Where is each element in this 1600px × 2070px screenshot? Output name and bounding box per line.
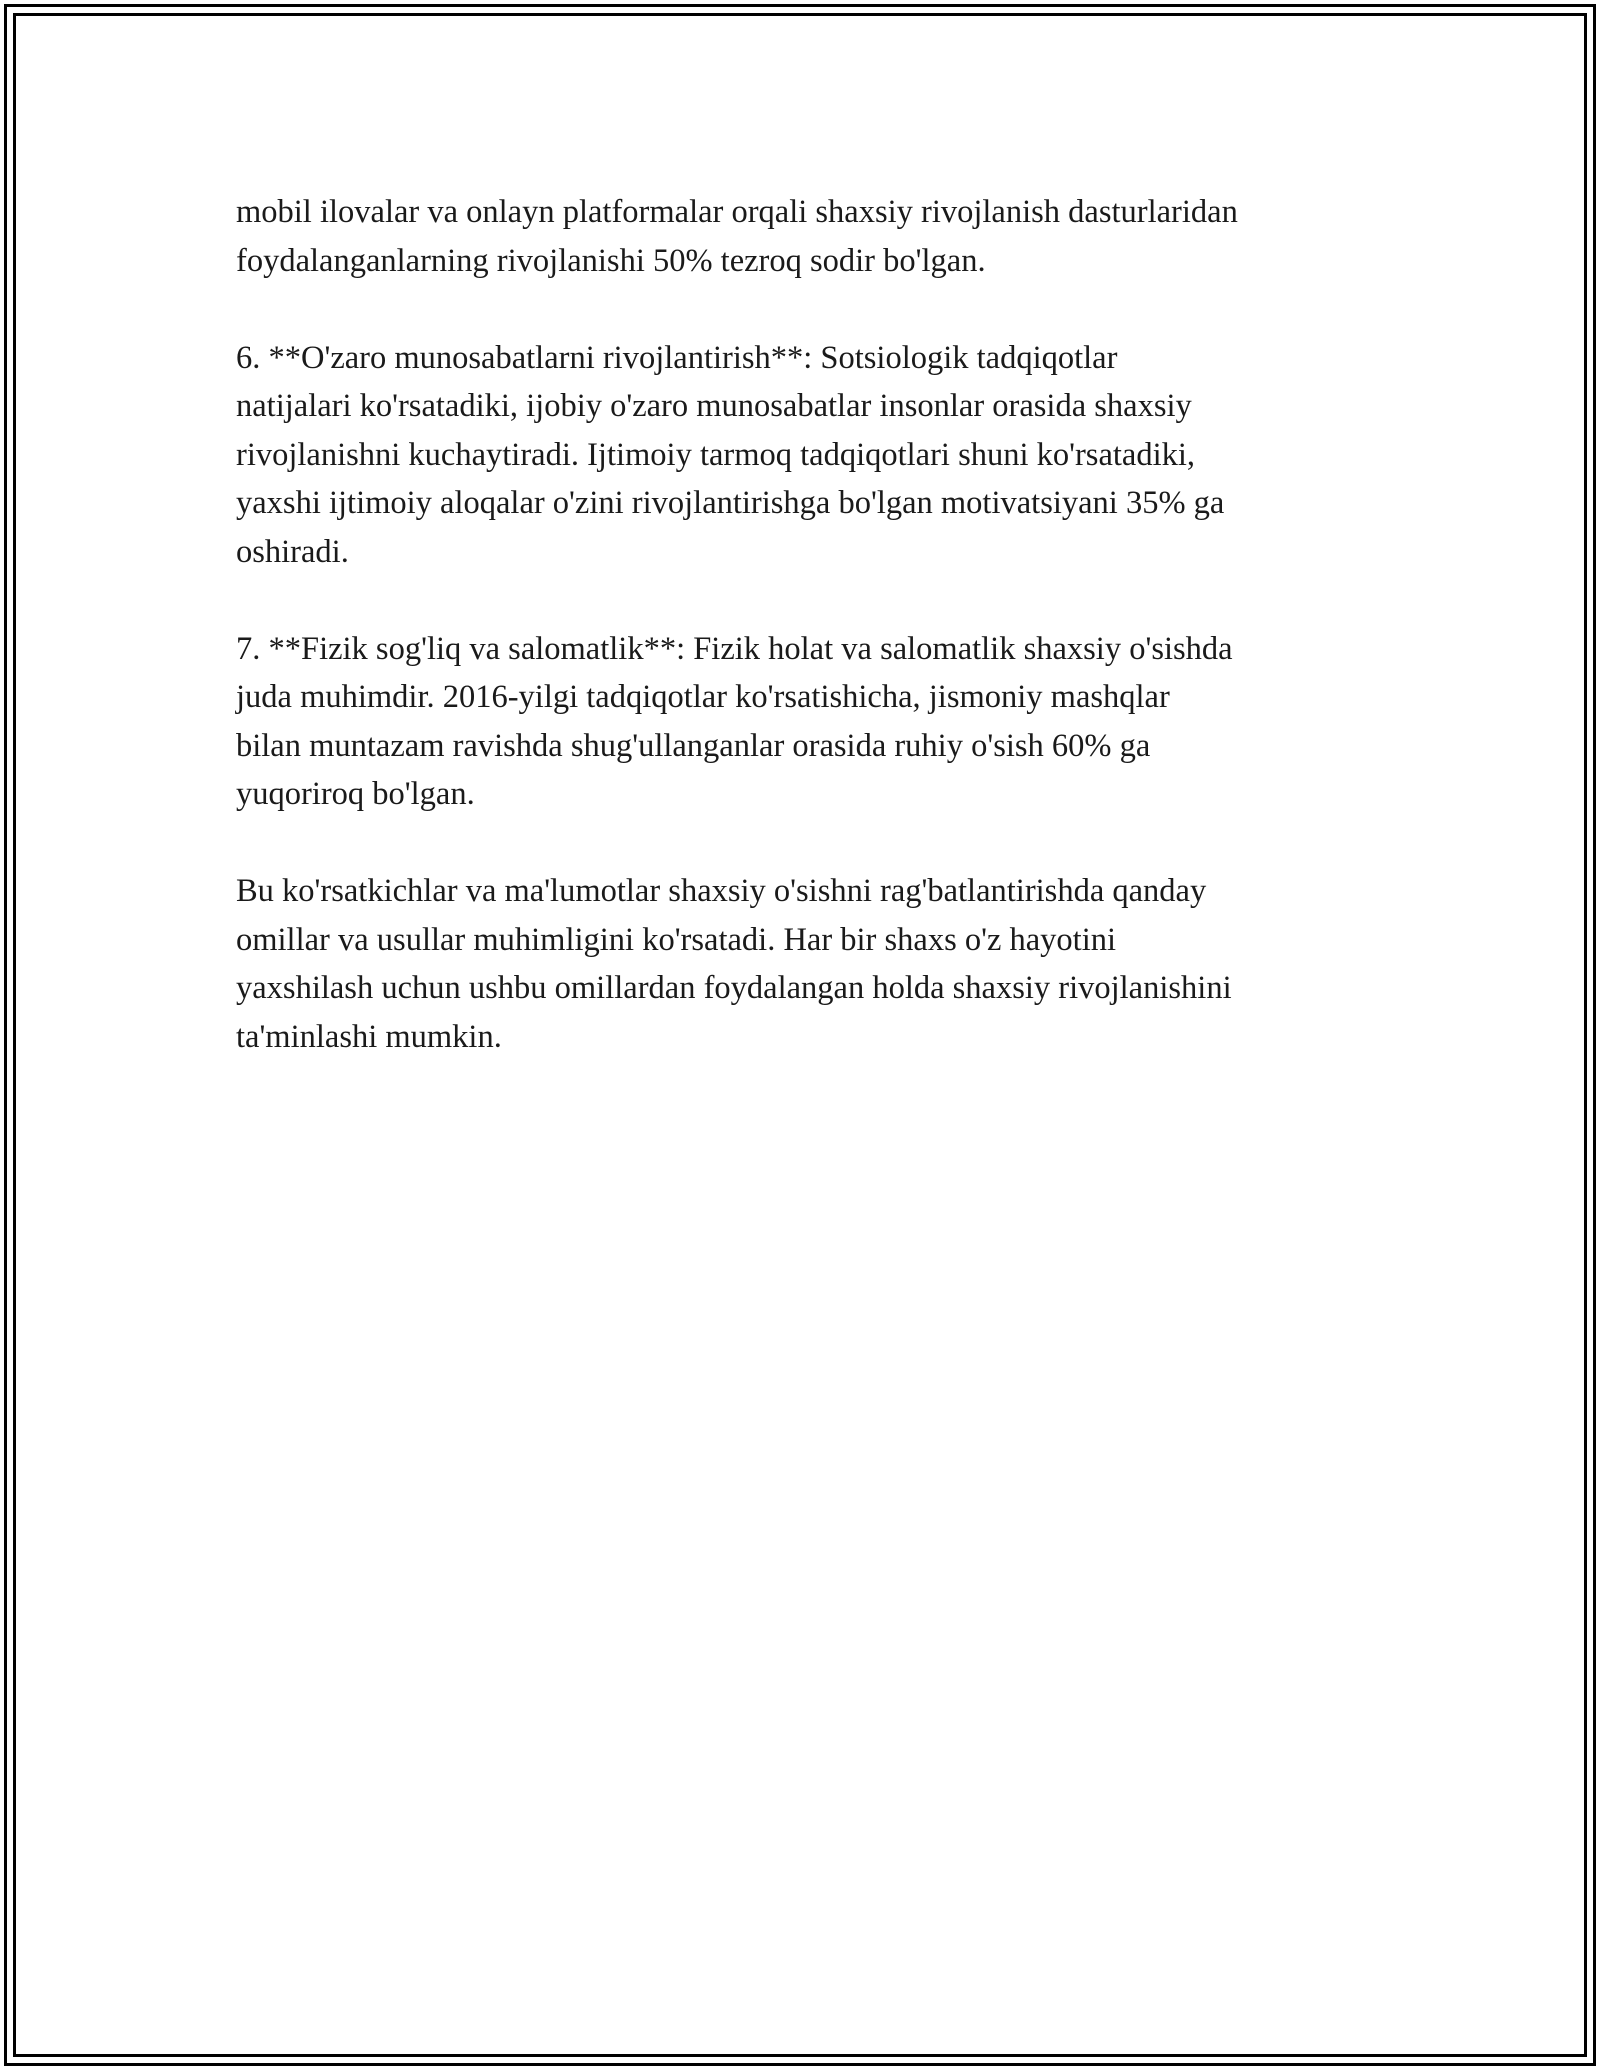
document-body <box>236 188 1386 1061</box>
paragraph-item-7: 7. **Fizik sog'liq va salomatlik**: Fizik holat va salomatlik shaxsiy o'sishda juda muhimdir. 2016-yilgi tadqiqotlar ko'rsatishicha, jismoniy mashqlar bilan muntazam ravishda shug'ullanganlar orasida ruhiy o'sish 60% ga yuqoriroq bo'lgan. <box>236 630 1233 812</box>
paragraph-conclusion: Bu ko'rsatkichlar va ma'lumotlar shaxsiy o'sishni rag'batlantirishda qanday omillar va usullar muhimligini ko'rsatadi. Har bir shaxs o'z hayotini yaxshilash uchun ushbu omillardan foydalangan holda shaxsiy rivojlanishini ta'minlashi mumkin. <box>236 873 1232 1055</box>
paragraph-item-6: 6. **O'zaro munosabatlarni rivojlantirish**: Sotsiologik tadqiqotlar natijalari ko'rsatadiki, ijobiy o'zaro munosabatlar insonlar orasida shaxsiy rivojlanishni kuchaytiradi. Ijtimoiy tarmoq tadqiqotlari shuni ko'rsatadiki, yaxshi ijtimoiy aloqalar o'zini rivojlantirishga bo'lgan motivatsiyani 35% ga oshiradi. <box>236 339 1225 570</box>
paragraph-continuation: mobil ilovalar va onlayn platformalar orqali shaxsiy rivojlanish dasturlaridan foydalanganlarning rivojlanishi 50% tezroq sodir bo'lgan. <box>236 194 1238 279</box>
